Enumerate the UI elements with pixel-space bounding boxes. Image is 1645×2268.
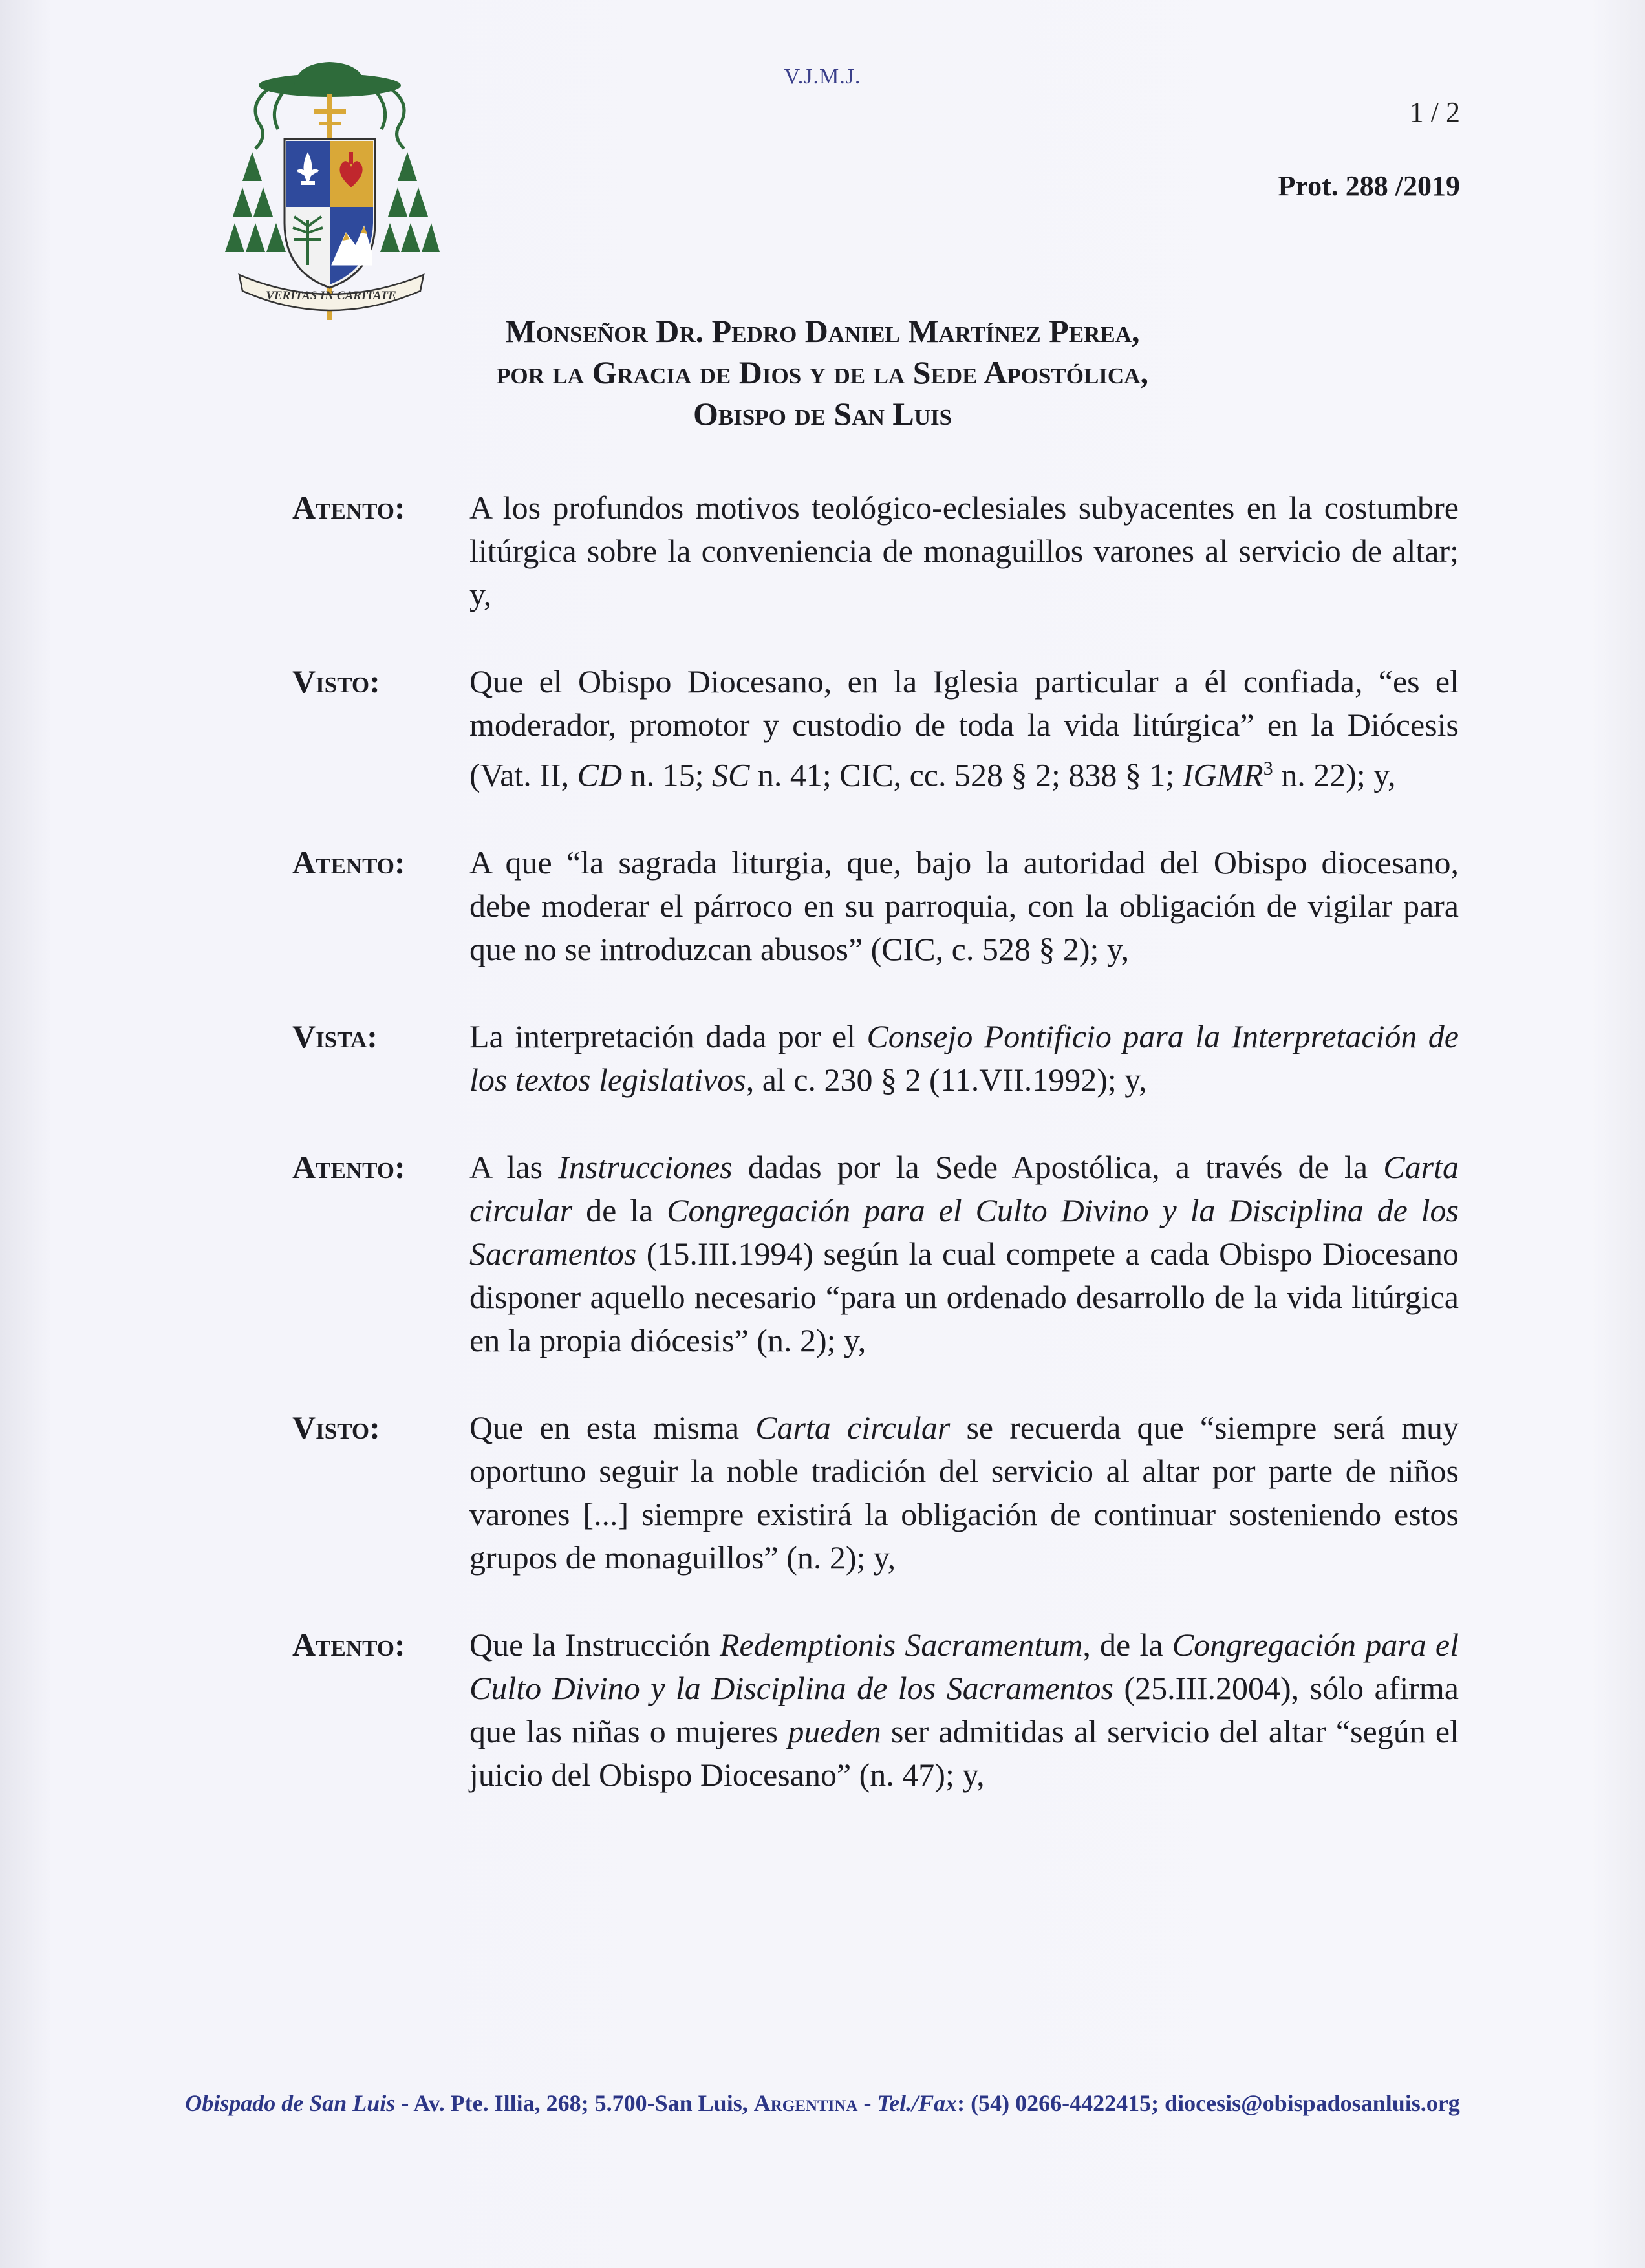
footer-tel-label: Tel./Fax [877, 2090, 958, 2116]
coat-of-arms [223, 58, 440, 336]
clause-text: Que la Instrucción Redemptionis Sacramentum, de la Congregación para el Culto Divino y la Disciplina de los Sacramentos (25.III.2004), sólo afirma que las niñas o mujeres pueden ser admitidas al servicio del altar “según el juicio del Obispo Diocesano” (n. 47); y, [469, 1626, 1459, 1793]
clause-6 [292, 1406, 1459, 1579]
clause-7 [292, 1623, 1459, 1797]
clause-label: Vista: [292, 1018, 378, 1054]
tassels-right-icon [380, 152, 440, 252]
clause-label: Atento: [292, 1148, 405, 1185]
clause-text: Que el Obispo Diocesano, en la Iglesia particular a él confiada, “es el moderador, promotor y custodio de toda la vida litúrgica” en la Diócesis (Vat. II, CD n. 15; SC n. 41; CIC, cc. 528 § 2; 838 § 1; IGMR$^3$ n. 22); y, [469, 663, 1459, 793]
clause-text: A las Instrucciones dadas por la Sede Apostólica, a través de la Carta circular de la Congregación para el Culto Divino y la Disciplina de los Sacramentos (15.III.1994) según la cual compete a cada Obispo Diocesano disponer aquello necesario “para un ordenado desarrollo de la vida litúrgica en la propia diócesis” (n. 2); y, [469, 1148, 1459, 1358]
footer-country: Argentina [753, 2090, 858, 2116]
motto-text: VERITAS IN CARITATE [266, 289, 396, 303]
tassels-left-icon [225, 152, 286, 252]
vjmj-heading: V.J.M.J. [784, 65, 861, 89]
clause-3 [292, 841, 1459, 971]
shield-icon [285, 139, 375, 288]
clause-text: Que en esta misma Carta circular se recuerda que “siempre será muy oportuno seguir la noble tradición del servicio al altar por parte de niños varones [...] siempre existirá la obligación de continuar sosteniendo estos grupos de monaguillos” (n. 2); y, [469, 1409, 1459, 1576]
clause-label: Atento: [292, 1626, 405, 1663]
clause-label: Atento: [292, 489, 405, 526]
clause-2 [292, 660, 1459, 797]
footer-contact: : (54) 0266-4422415; diocesis@obispadosanluis.org [957, 2090, 1460, 2116]
protocol-number: Prot. 288 /2019 [1278, 170, 1460, 202]
clause-4 [292, 1015, 1459, 1102]
clause-text: A los profundos motivos teológico-eclesiales subyacentes en la costumbre litúrgica sobre la conveniencia de monaguillos varones al servicio de altar; y, [469, 489, 1459, 612]
clause-5 [292, 1146, 1459, 1362]
footer-org: Obispado de San Luis [185, 2090, 396, 2116]
title-line-2: por la Gracia de Dios y de la Sede Apostólica, [497, 354, 1148, 390]
clause-label: Visto: [292, 1409, 380, 1446]
clause-label: Atento: [292, 844, 405, 881]
letterhead-footer: Obispado de San Luis - Av. Pte. Illia, 268; 5.700-San Luis, Argentina - Tel./Fax: (54) 0266-4422415; diocesis@obispadosanluis.org [185, 2090, 1460, 2116]
clause-1 [292, 486, 1459, 616]
page-number: 1 / 2 [1409, 96, 1460, 128]
clauses-list [292, 486, 1459, 1841]
clause-text: La interpretación dada por el Consejo Pontificio para la Interpretación de los textos legislativos, al c. 230 § 2 (11.VII.1992); y, [469, 1018, 1459, 1098]
title-line-3: Obispo de San Luis [693, 396, 952, 432]
title-line-1: Monseñor Dr. Pedro Daniel Martínez Perea, [505, 313, 1140, 349]
clause-label: Visto: [292, 663, 380, 700]
footer-address: - Av. Pte. Illia, 268; 5.700-San Luis, [395, 2090, 754, 2116]
document-title [0, 310, 1645, 434]
clause-text: A que “la sagrada liturgia, que, bajo la autoridad del Obispo diocesano, debe moderar el párroco en su parroquia, con la obligación de vigilar para que no se introduzcan abusos” (CIC, c. 528 § 2); y, [469, 844, 1459, 967]
